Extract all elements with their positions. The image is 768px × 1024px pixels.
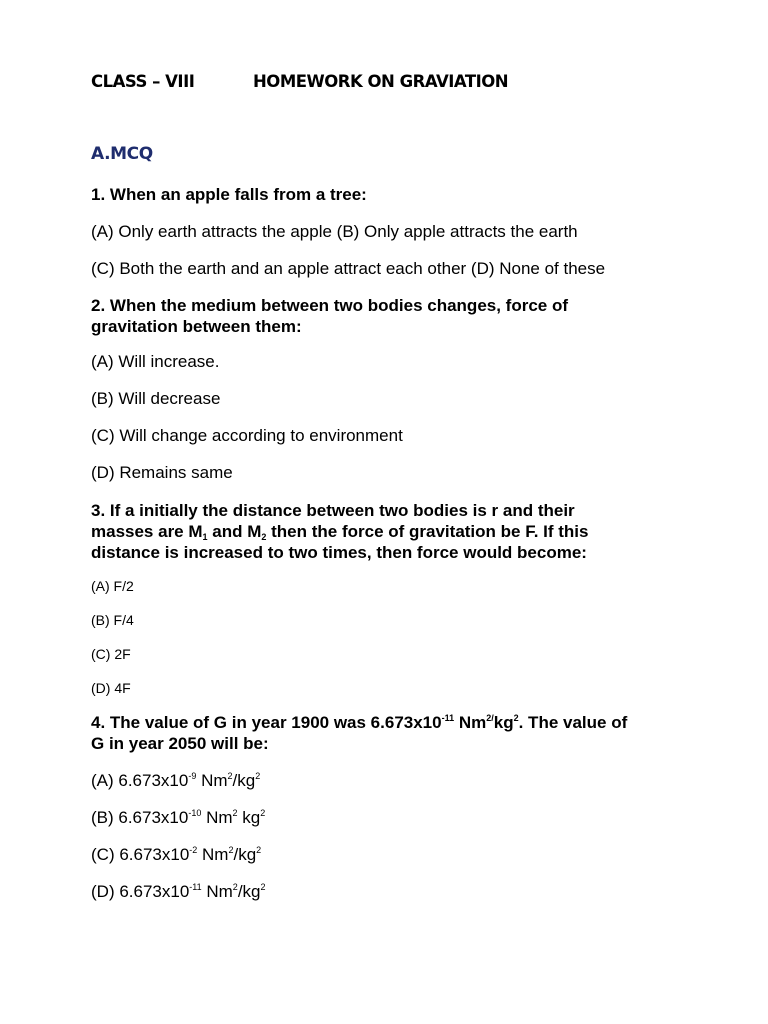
question-2-option-b: (B) Will decrease <box>91 389 221 408</box>
question-3-option-b: (B) F/4 <box>91 612 134 628</box>
superscript: 2 <box>232 808 238 818</box>
option-text: (A) 6.673x10 <box>91 771 189 790</box>
class-label: CLASS – VIII <box>91 72 195 91</box>
question-4-option-d <box>91 881 691 902</box>
question-3-option-a: (A) F/2 <box>91 578 134 594</box>
superscript: 2 <box>256 845 262 855</box>
option-text: Nm <box>201 808 233 827</box>
superscript: -11 <box>189 882 202 892</box>
question-4-text: Nm <box>454 713 487 732</box>
section-title: A.MCQ <box>91 144 153 164</box>
question-4-option-b <box>91 807 691 828</box>
question-2-line-1: 2. When the medium between two bodies changes, force of <box>91 296 569 315</box>
superscript: 2 <box>513 713 519 723</box>
option-text: Nm <box>201 882 233 901</box>
question-4-line-2: G in year 2050 will be: <box>91 734 269 753</box>
superscript: 2/ <box>486 713 494 723</box>
document-header <box>91 72 509 91</box>
option-text: /kg <box>237 882 261 901</box>
question-1-option-row-2: (C) Both the earth and an apple attract each other (D) None of these <box>91 259 606 278</box>
question-3-line-3: distance is increased to two times, then force would become: <box>91 543 587 562</box>
option-text: Nm <box>197 845 229 864</box>
option-text: /kg <box>232 771 256 790</box>
question-4-line-1 <box>91 712 731 733</box>
superscript: 2 <box>228 845 234 855</box>
option-text: (D) 6.673x10 <box>91 882 190 901</box>
question-3 <box>91 500 711 563</box>
question-3-option-c: (C) 2F <box>91 646 131 662</box>
question-2-option-c: (C) Will change according to environment <box>91 426 403 445</box>
question-3-line-1: 3. If a initially the distance between two bodies is r and their <box>91 501 575 520</box>
option-text: /kg <box>233 845 257 864</box>
question-3-text: then the force of gravitation be F. If this <box>266 522 589 541</box>
option-text: (B) 6.673x10 <box>91 808 189 827</box>
option-text: (C) 6.673x10 <box>91 845 190 864</box>
superscript: -11 <box>441 713 455 723</box>
question-2-line-2: gravitation between them: <box>91 317 302 336</box>
superscript: 2 <box>260 882 266 892</box>
question-4-text: . The value of <box>518 713 628 732</box>
option-text: Nm <box>196 771 228 790</box>
superscript: -9 <box>188 771 197 781</box>
question-3-text: and M <box>207 522 262 541</box>
subscript: 2 <box>261 532 267 542</box>
question-2-option-a: (A) Will increase. <box>91 352 220 371</box>
superscript: 2 <box>260 808 266 818</box>
superscript: 2 <box>255 771 261 781</box>
question-1-option-row-1: (A) Only earth attracts the apple (B) Only apple attracts the earth <box>91 222 578 241</box>
question-2-option-d: (D) Remains same <box>91 463 233 482</box>
question-2 <box>91 295 691 337</box>
option-text: kg <box>237 808 261 827</box>
subscript: 1 <box>202 532 208 542</box>
superscript: 2 <box>227 771 233 781</box>
question-3-line-2 <box>91 521 711 542</box>
superscript: -2 <box>189 845 198 855</box>
question-1: 1. When an apple falls from a tree: <box>91 185 367 204</box>
question-4-text: kg <box>493 713 514 732</box>
question-3-option-d: (D) 4F <box>91 680 131 696</box>
question-4 <box>91 712 731 754</box>
question-4-text: 4. The value of G in year 1900 was 6.673x10 <box>91 713 442 732</box>
superscript: 2 <box>232 882 238 892</box>
question-4-option-a <box>91 770 691 791</box>
page-title: HOMEWORK ON GRAVIATION <box>253 72 509 91</box>
superscript: -10 <box>188 808 202 818</box>
question-4-option-c <box>91 844 691 865</box>
question-3-text: masses are M <box>91 522 203 541</box>
